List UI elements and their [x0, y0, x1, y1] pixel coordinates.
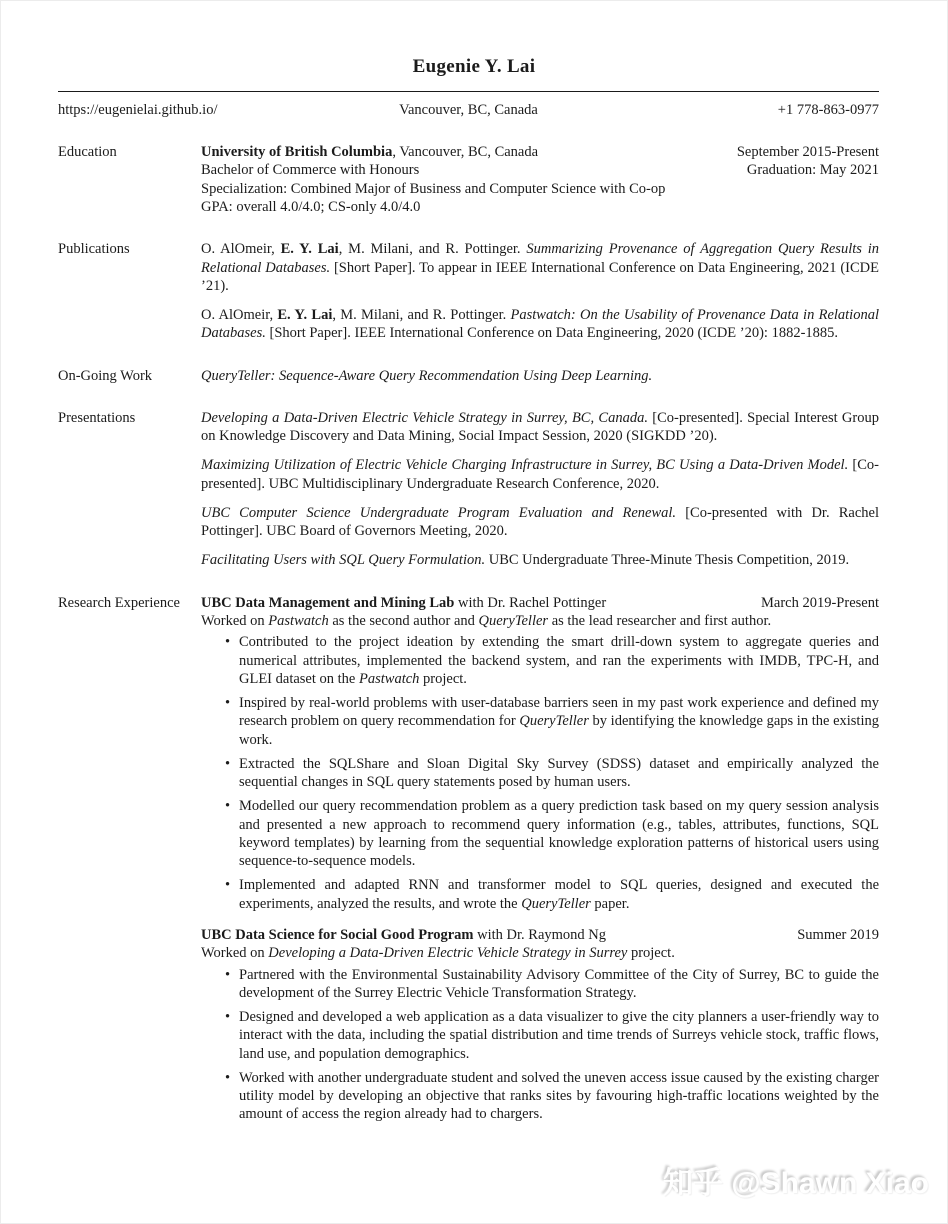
section-research-experience — [58, 594, 879, 1124]
gpa-line: GPA: overall 4.0/4.0; CS-only 4.0/4.0 — [201, 199, 421, 215]
section-publications — [58, 240, 879, 342]
watermark: 知乎 @Shawn Xiao — [663, 1167, 929, 1201]
bullet-item: • Extracted the SQLShare and Sloan Digital Sky Survey (SDSS) dataset and empirically analyzed the sequential changes in SQL query statements posed by human users. — [201, 755, 879, 792]
job-date: Summer 2019 — [797, 926, 879, 943]
job-intro: Worked on Developing a Data-Driven Electric Vehicle Strategy in Surrey project. — [201, 945, 675, 962]
ongoing-item: QueryTeller: Sequence-Aware Query Recommendation Using Deep Learning. — [201, 367, 653, 384]
section-label: Publications — [58, 241, 130, 258]
bullet-item: • Contributed to the project ideation by extending the smart drill-down system to aggregate queries and numerical attributes, implemented the backend system, and ran the experiments with IMDB, TPC-H, and GLEI dataset on the Pastwatch project. — [201, 633, 879, 688]
job-header — [201, 594, 879, 612]
header-rule — [58, 91, 879, 92]
location-text: Vancouver, BC, Canada — [399, 101, 538, 118]
date-range: Graduation: May 2021 — [746, 162, 879, 179]
bullet-list — [201, 966, 879, 1124]
bullet-item: • Partnered with the Environmental Sustainability Advisory Committee of the City of Surrey, BC to guide the development of the Surrey Electric Vehicle Transformation Strategy. — [201, 966, 879, 1003]
section-label: Presentations — [58, 409, 136, 426]
section-education — [58, 143, 879, 216]
presentation-item: Facilitating Users with SQL Query Formulation. UBC Undergraduate Three-Minute Thesis Competition, 2019. — [201, 552, 850, 569]
job-intro: Worked on Pastwatch as the second author and QueryTeller as the lead researcher and first author. — [201, 612, 772, 629]
education-row — [201, 143, 879, 161]
website-link[interactable]: https://eugenielai.github.io/ — [58, 101, 218, 118]
presentation-item: UBC Computer Science Undergraduate Program Evaluation and Renewal. [Co-presented with Dr. Rachel Pottinger]. UBC Board of Governors Meeting, 2020. — [201, 504, 879, 540]
section-ongoing-work — [58, 367, 879, 385]
section-label: On-Going Work — [58, 367, 153, 384]
specialization-line: Specialization: Combined Major of Business and Computer Science with Co-op — [201, 180, 666, 197]
section-label: Education — [58, 144, 117, 161]
publication-item: O. AlOmeir, E. Y. Lai, M. Milani, and R. Pottinger. Pastwatch: On the Usability of Provenance Data in Relational Databases. [Short Paper]. IEEE International Conference on Data Engineering, 2020 (ICDE ’20): 1882-1885. — [201, 307, 879, 342]
research-job — [201, 594, 879, 913]
job-header — [201, 926, 879, 944]
bullet-item: • Worked with another undergraduate student and solved the uneven access issue caused by the existing charger utility model by developing an objective that ranks sites by favouring high-traffic locations weighted by the amount of access the region already had to chargers. — [201, 1069, 879, 1124]
page-title: Eugenie Y. Lai — [412, 56, 536, 77]
presentation-item: Developing a Data-Driven Electric Vehicle Strategy in Surrey, BC, Canada. [Co-presented]. Special Interest Group on Knowledge Discovery and Data Mining, Social Impact Session, 2020 (SIGKDD ’20). — [201, 409, 879, 445]
institution-line: University of British Columbia, Vancouver, BC, Canada — [201, 144, 539, 161]
bullet-item: • Implemented and adapted RNN and transformer model to SQL queries, designed and executed the experiments, analyzed the results, and wrote the QueryTeller paper. — [201, 876, 879, 913]
contact-row — [58, 101, 879, 119]
phone-text: +1 778-863-0977 — [777, 101, 879, 118]
bullet-list — [201, 633, 879, 913]
date-range: September 2015-Present — [736, 144, 879, 161]
presentation-item: Maximizing Utilization of Electric Vehicle Charging Infrastructure in Surrey, BC Using a Data-Driven Model. [Co-presented]. UBC Multidisciplinary Undergraduate Research Conference, 2020. — [201, 457, 879, 492]
bullet-item: • Designed and developed a web application as a data visualizer to give the city planners a user-friendly way to interact with the data, including the spatial distribution and time trends of Surreys vehicle stock, traffic flows, land use, and population demographics. — [201, 1008, 879, 1063]
section-presentations — [58, 409, 879, 570]
section-label: Research Experience — [58, 594, 180, 611]
degree-line: Bachelor of Commerce with Honours — [201, 162, 420, 179]
bullet-item: • Modelled our query recommendation problem as a query prediction task based on my query session analysis and presented a new approach to recommend query information (e.g., tables, attributes, functions, SQL keyword templates) by learning from the sequential knowledge exploration patterns of historical users using sequence-to-sequence models. — [201, 797, 879, 870]
education-row — [201, 161, 879, 179]
bullet-item: • Inspired by real-world problems with user-database barriers seen in my past work experience and defined my research problem on query recommendation for QueryTeller by identifying the knowledge gaps in the existing work. — [201, 694, 879, 749]
job-date: March 2019-Present — [761, 594, 879, 611]
research-job — [201, 926, 879, 1124]
job-title: UBC Data Management and Mining Lab with Dr. Rachel Pottinger — [201, 594, 607, 611]
publication-item: O. AlOmeir, E. Y. Lai, M. Milani, and R. Pottinger. Summarizing Provenance of Aggregation Query Results in Relational Databases. [Short Paper]. To appear in IEEE International Conference on Data Engineering, 2021 (ICDE ’21). — [201, 241, 880, 294]
job-title: UBC Data Science for Social Good Program with Dr. Raymond Ng — [201, 926, 607, 943]
